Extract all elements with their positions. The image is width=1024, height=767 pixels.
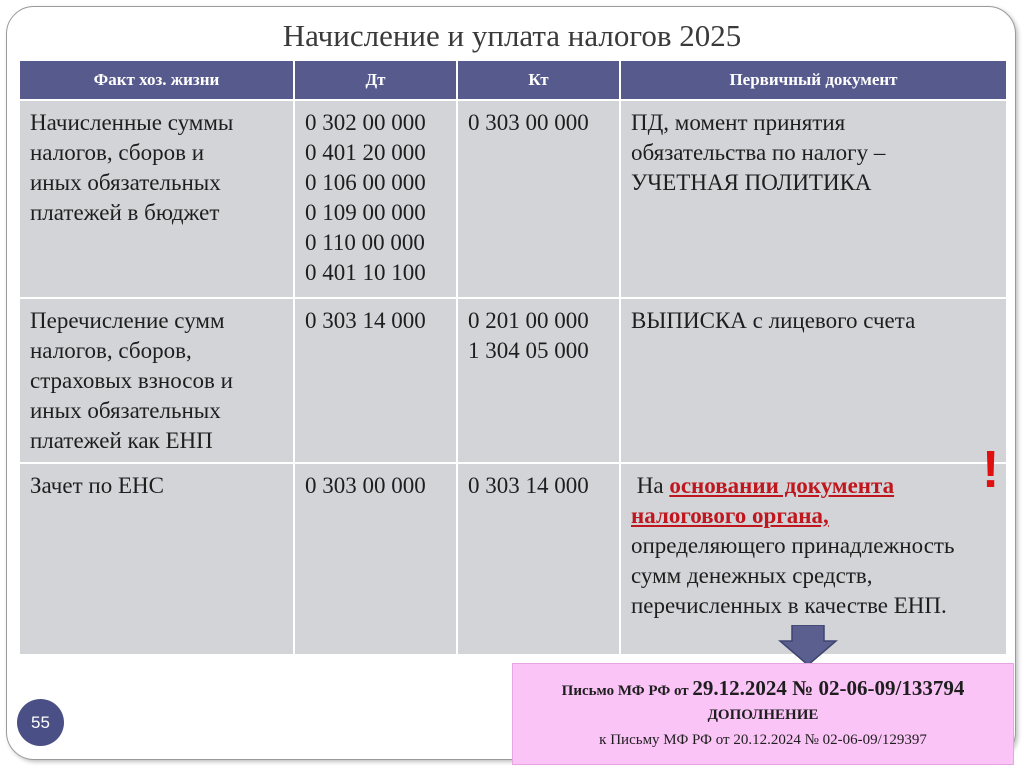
cell-line: платежей как ЕНП bbox=[30, 428, 213, 453]
doc-prefix: На bbox=[631, 473, 670, 498]
cell-document bbox=[620, 298, 1007, 463]
cell-debit bbox=[294, 298, 457, 463]
table-row bbox=[19, 463, 1007, 655]
account-code: 0 302 00 000 bbox=[305, 110, 426, 135]
header-debit: Дт bbox=[294, 60, 457, 100]
table-row bbox=[19, 298, 1007, 463]
cell-line: УЧЕТНАЯ ПОЛИТИКА bbox=[631, 170, 872, 195]
exclamation-mark: ! bbox=[982, 441, 1000, 499]
letter-ref: 29.12.2024 № 02-06-09/133794 bbox=[692, 676, 965, 700]
cell-line: Начисленные суммы bbox=[30, 110, 234, 135]
cell-line: определяющего принадлежность bbox=[631, 533, 955, 558]
cell-line: сумм денежных средств, bbox=[631, 563, 873, 588]
account-code: 0 303 00 000 bbox=[305, 473, 426, 498]
letter-prefix: Письмо МФ РФ от bbox=[561, 683, 693, 699]
cell-credit bbox=[457, 463, 620, 655]
cell-fact bbox=[19, 100, 294, 298]
cell-line: обязательства по налогу – bbox=[631, 140, 886, 165]
cell-line: страховых взносов и bbox=[30, 368, 233, 393]
cell-line: перечисленных в качестве ЕНП. bbox=[631, 593, 947, 618]
cell-credit bbox=[457, 298, 620, 463]
cell-line bbox=[631, 501, 996, 531]
cell-debit bbox=[294, 463, 457, 655]
table-row bbox=[19, 100, 1007, 298]
account-code: 0 401 10 100 bbox=[305, 260, 426, 285]
cell-line: Перечисление сумм bbox=[30, 308, 225, 333]
cell-line bbox=[631, 471, 996, 501]
doc-highlight: налогового органа, bbox=[631, 503, 829, 528]
slide-title: Начисление и уплата налогов 2025 bbox=[282, 18, 742, 53]
account-code: 0 201 00 000 bbox=[468, 308, 589, 333]
cell-line: налогов, сборов, bbox=[30, 338, 192, 363]
table-header-row bbox=[19, 60, 1007, 100]
account-code: 0 110 00 000 bbox=[305, 230, 425, 255]
account-code: 0 401 20 000 bbox=[305, 140, 426, 165]
cell-fact bbox=[19, 463, 294, 655]
cell-line: Зачет по ЕНС bbox=[30, 473, 164, 498]
page-number-badge: 55 bbox=[17, 699, 64, 746]
cell-line: платежей в бюджет bbox=[30, 200, 220, 225]
account-code: 0 303 00 000 bbox=[468, 110, 589, 135]
cell-fact bbox=[19, 298, 294, 463]
cell-line: ВЫПИСКА с лицевого счета bbox=[631, 308, 916, 333]
cell-line: иных обязательных bbox=[30, 170, 221, 195]
cell-line: ПД, момент принятия bbox=[631, 110, 846, 135]
arrow-down-icon bbox=[778, 625, 838, 667]
letter-addition: ДОПОЛНЕНИЕ bbox=[707, 707, 819, 723]
letter-reference-box bbox=[512, 663, 1014, 765]
tax-table bbox=[18, 59, 1008, 656]
letter-line bbox=[513, 676, 1013, 701]
header-credit: Кт bbox=[457, 60, 620, 100]
header-primary-document: Первичный документ bbox=[620, 60, 1007, 100]
doc-highlight: основании документа bbox=[669, 473, 895, 498]
account-code: 0 109 00 000 bbox=[305, 200, 426, 225]
header-fact: Факт хоз. жизни bbox=[19, 60, 294, 100]
cell-credit bbox=[457, 100, 620, 298]
account-code: 1 304 05 000 bbox=[468, 338, 589, 363]
cell-line: иных обязательных bbox=[30, 398, 221, 423]
cell-debit bbox=[294, 100, 457, 298]
letter-to: к Письму МФ РФ от 20.12.2024 № 02-06-09/129397 bbox=[599, 732, 927, 748]
account-code: 0 303 14 000 bbox=[305, 308, 426, 333]
account-code: 0 106 00 000 bbox=[305, 170, 426, 195]
cell-line: налогов, сборов и bbox=[30, 140, 205, 165]
account-code: 0 303 14 000 bbox=[468, 473, 589, 498]
cell-document bbox=[620, 100, 1007, 298]
